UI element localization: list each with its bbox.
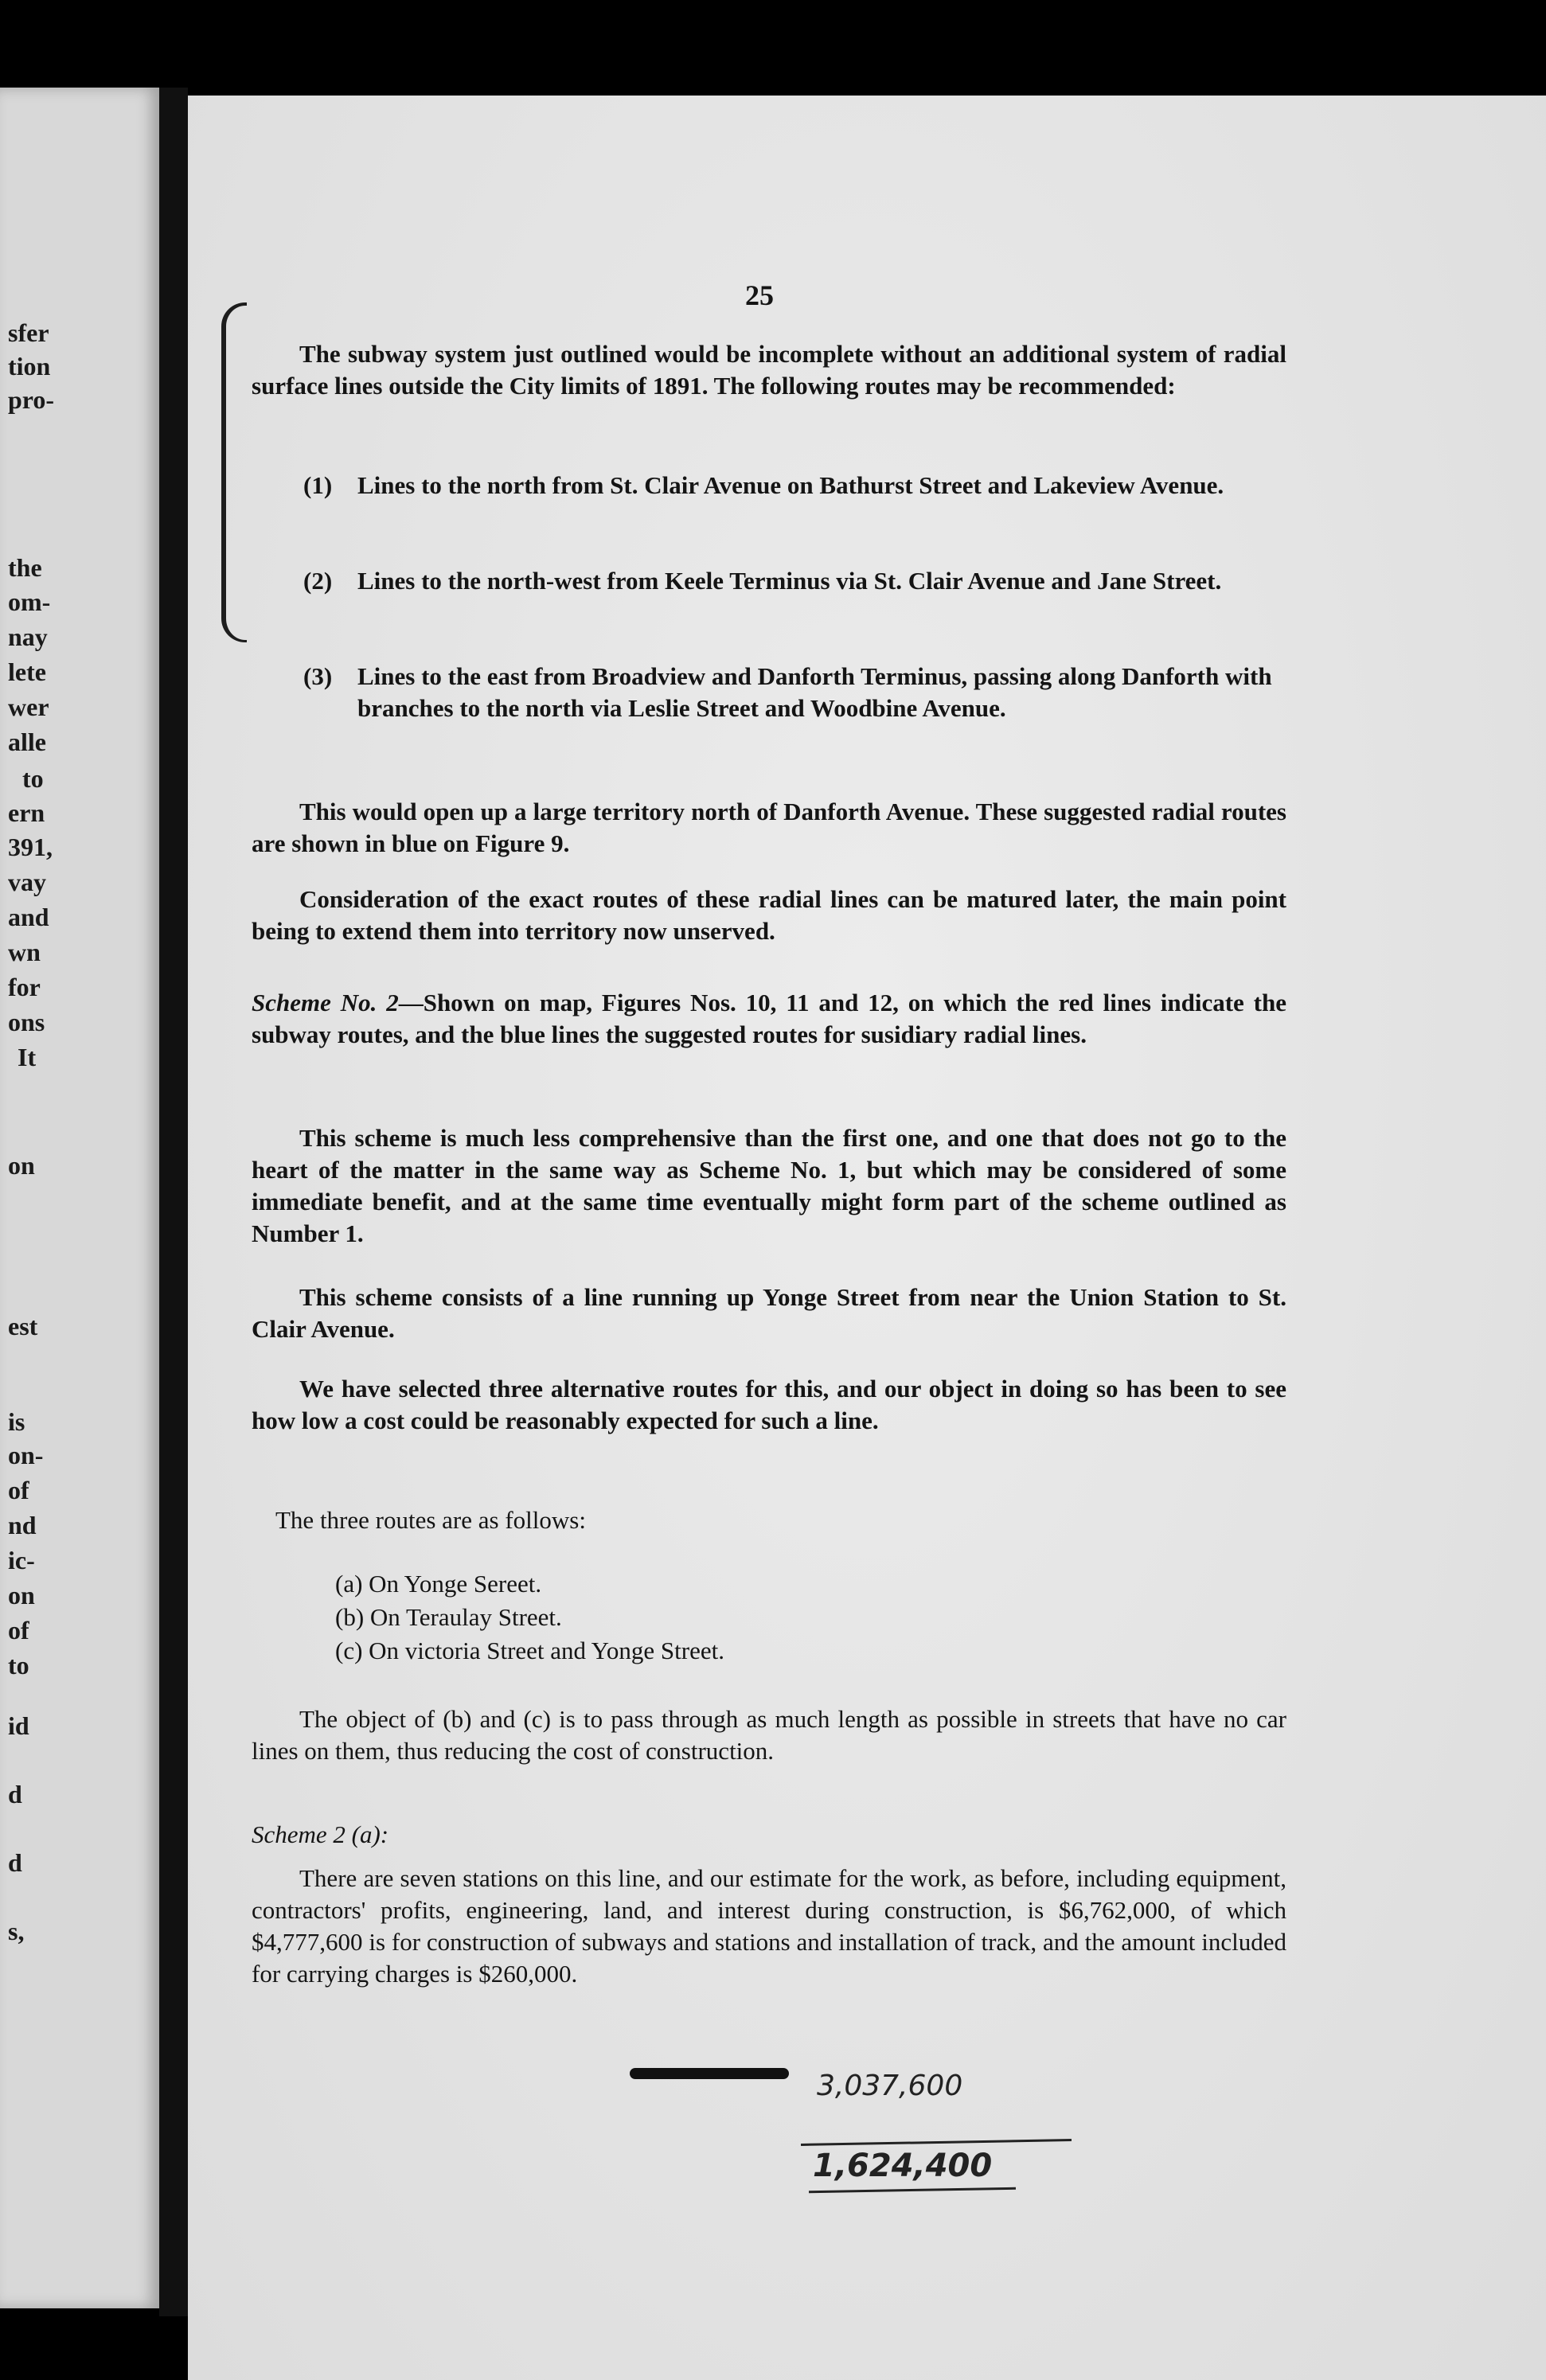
page-number: 25 (745, 279, 774, 311)
scheme2-paragraph (252, 987, 1286, 1051)
route-text: On Yonge Sereet. (369, 1570, 542, 1598)
fragment: nd (8, 1511, 37, 1539)
comprehensive-paragraph: This scheme is much less comprehensive than the first one, and one that does not go to the heart of the matter in the same way as Scheme No. 1, but which may be considered of some immediate benefit, and at the same time eventually might form part of the scheme outlined as Number 1. (252, 1124, 1286, 1247)
item-number: (2) (303, 567, 333, 595)
handwritten-underline (809, 2187, 1016, 2194)
route-text: On victoria Street and Yonge Street. (369, 1637, 724, 1664)
fragment: and (8, 903, 49, 931)
fragment: lete (8, 657, 46, 686)
fragment: nay (8, 622, 48, 651)
fragment: ons (8, 1008, 45, 1036)
fragment: to (22, 764, 44, 793)
fragment: wer (8, 693, 49, 721)
item-text: Lines to the north-west from Keele Terminus via St. Clair Avenue and Jane Street. (357, 567, 1222, 595)
route-b (335, 1602, 562, 1633)
route-a (335, 1568, 541, 1600)
radial-item-2 (303, 565, 1282, 597)
territory-paragraph: This would open up a large territory north of Danforth Avenue. These suggested radial routes are shown in blue on Figure 9. (252, 798, 1286, 857)
route-label: (a) (335, 1570, 363, 1598)
item-text: Lines to the north from St. Clair Avenue on Bathurst Street and Lakeview Avenue. (357, 471, 1224, 499)
intro-paragraph: The subway system just outlined would be incomplete without an additional system of radial surface lines outside the City limits of 1891. The following routes may be recommended: (252, 340, 1286, 400)
radial-item-3 (303, 661, 1282, 724)
item-text: Lines to the east from Broadview and Danforth Terminus, passing along Danforth with branches to the north via Leslie Street and Woodbine Avenue. (357, 662, 1272, 722)
fragment: of (8, 1476, 29, 1504)
stations-paragraph: There are seven stations on this line, and our estimate for the work, as before, including equipment, contractors' profits, engineering, land, and interest during construction, is $6,762,000, of which $4,777,600 is for construction of subways and stations and installation of track, and the amount included for carrying charges is $260,000. (252, 1864, 1286, 1988)
fragment: d (8, 1848, 22, 1877)
fragment: vay (8, 868, 46, 896)
page-gutter (159, 88, 188, 2316)
fragment: alle (8, 728, 46, 756)
alternatives-paragraph: We have selected three alternative routes for this, and our object in doing so has been to see how low a cost could be reasonably expected for such a line. (252, 1375, 1286, 1434)
route-c (335, 1635, 724, 1667)
fragment: 391, (8, 833, 53, 861)
object-paragraph: The object of (b) and (c) is to pass through as much length as possible in streets that have no car lines on them, thus reducing the cost of construction. (252, 1705, 1286, 1765)
item-number: (3) (303, 662, 333, 690)
fragment: It (18, 1043, 37, 1071)
fragment: is (8, 1407, 25, 1436)
route-label: (b) (335, 1603, 365, 1631)
fragment: id (8, 1711, 29, 1740)
ink-strike (630, 2068, 789, 2079)
fragment: the (8, 553, 42, 582)
fragment: sfer (8, 318, 49, 347)
consideration-paragraph: Consideration of the exact routes of these radial lines can be matured later, the main point being to extend them into territory now unserved. (252, 885, 1286, 945)
fragment: to (8, 1651, 29, 1680)
fragment: om- (8, 587, 51, 616)
fragment: s, (8, 1917, 25, 1945)
route-label: (c) (335, 1637, 363, 1664)
route-text: On Teraulay Street. (369, 1603, 562, 1631)
fragment: est (8, 1312, 38, 1340)
fragment: on (8, 1581, 35, 1609)
fragment: ern (8, 798, 45, 827)
fragment: of (8, 1616, 29, 1645)
handwritten-top-figure: 3,037,600 (817, 2070, 963, 2102)
fragment: tion (8, 352, 51, 380)
fragment: for (8, 973, 41, 1001)
fragment: pro- (8, 385, 55, 414)
document-page (188, 96, 1546, 2380)
item-number: (1) (303, 471, 333, 499)
consists-paragraph: This scheme consists of a line running up Yonge Street from near the Union Station to St. Clair Avenue. (252, 1283, 1286, 1343)
radial-item-1 (303, 470, 1282, 501)
scheme2-label: Scheme No. 2 (252, 989, 399, 1016)
fragment: wn (8, 938, 41, 966)
left-facing-page (0, 88, 159, 2308)
fragment: on (8, 1151, 35, 1180)
handwritten-bottom-figure: 1,624,400 (813, 2148, 993, 2184)
scheme2a-label: Scheme 2 (a): (252, 1820, 389, 1848)
handwritten-sum-line (801, 2139, 1072, 2146)
three-routes-heading: The three routes are as follows: (275, 1506, 586, 1534)
fragment: ic- (8, 1546, 35, 1574)
handwritten-bracket (221, 302, 247, 642)
fragment: on- (8, 1441, 44, 1469)
scheme2-text: —Shown on map, Figures Nos. 10, 11 and 12, on which the red lines indicate the subway routes, and the blue lines the suggested routes for susidiary radial lines. (252, 989, 1286, 1048)
fragment: d (8, 1780, 22, 1808)
